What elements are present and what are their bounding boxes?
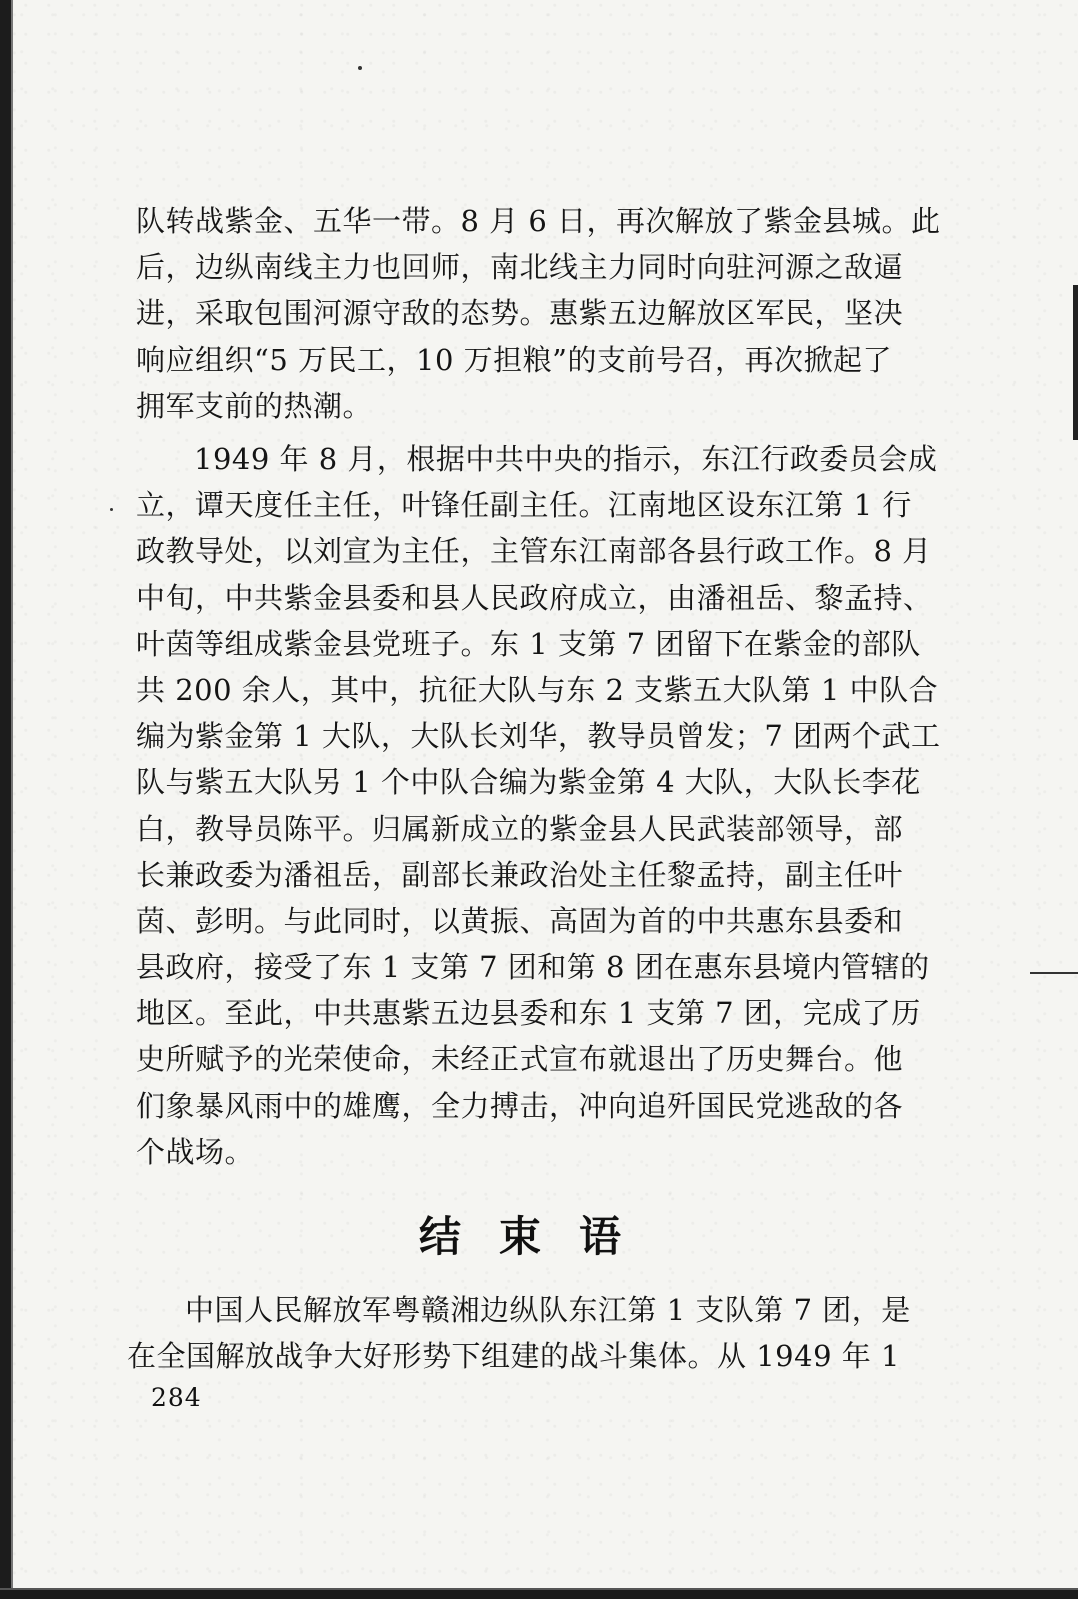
text-line: 长兼政委为潘祖岳，副部长兼政治处主任黎孟持，副主任叶: [136, 857, 904, 892]
text-line: 地区。至此，中共惠紫五边县委和东 1 支第 7 团，完成了历: [136, 996, 921, 1031]
paragraph-1949: [136, 436, 942, 1175]
scan-speck: [110, 508, 113, 511]
text-line: 叶茵等组成紫金县党班子。东 1 支第 7 团留下在紫金的部队: [136, 626, 921, 661]
paragraph-conclusion: [127, 1287, 942, 1379]
text-line: 白，教导员陈平。归属新成立的紫金县人民武装部领导，部: [136, 811, 904, 846]
text-line: 编为紫金第 1 大队，大队长刘华，教导员曾发；7 团两个武工: [136, 719, 941, 754]
text-line: 们象暴风雨中的雄鹰，全力搏击，冲向追歼国民党逃敌的各: [136, 1088, 904, 1123]
text-line: 队与紫五大队另 1 个中队合编为紫金第 4 大队，大队长李花: [136, 765, 921, 800]
text-line: 响应组织“5 万民工，10 万担粮”的支前号召，再次掀起了: [136, 342, 892, 377]
text-line: 共 200 余人，其中，抗征大队与东 2 支紫五大队第 1 中队合: [136, 672, 939, 707]
text-line: 史所赋予的光荣使命，未经正式宣布就退出了历史舞台。他: [136, 1042, 904, 1077]
text-line: 队转战紫金、五华一带。8 月 6 日，再次解放了紫金县城。此: [136, 204, 941, 238]
text-line: 茵、彭明。与此同时，以黄振、高固为首的中共惠东县委和: [136, 903, 904, 938]
text-line: 立，谭天度任主任，叶锋任副主任。江南地区设东江第 1 行: [136, 488, 912, 523]
text-line: 政教导处，以刘宣为主任，主管东江南部各县行政工作。8 月: [136, 534, 932, 569]
text-line: 1949 年 8 月，根据中共中央的指示，东江行政委员会成: [194, 442, 938, 476]
scan-bottom-border: [0, 1583, 1078, 1599]
paragraph-continuation: [136, 198, 942, 429]
scan-left-border: [0, 0, 15, 1599]
text-line: 后，边纵南线主力也回师，南北线主力同时向驻河源之敌逼: [136, 250, 904, 285]
section-heading: 结束语: [418, 1212, 659, 1261]
text-line: 个战场。: [136, 1134, 255, 1169]
page-number: 284: [151, 1383, 202, 1412]
text-line: 中国人民解放军粤赣湘边纵队东江第 1 支队第 7 团，是: [185, 1293, 911, 1327]
scan-right-edge-mark: [1073, 285, 1078, 440]
scan-speck: [358, 66, 362, 70]
text-line: 拥军支前的热潮。: [136, 388, 373, 423]
text-line: 中旬，中共紫金县委和县人民政府成立，由潘祖岳、黎孟持、: [136, 580, 933, 615]
text-line: 进，采取包围河源守敌的态势。惠紫五边解放区军民，坚决: [136, 296, 904, 331]
scan-right-dash-mark: [1030, 972, 1078, 974]
text-line: 县政府，接受了东 1 支第 7 团和第 8 团在惠东县境内管辖的: [136, 950, 930, 985]
text-line: 在全国解放战争大好形势下组建的战斗集体。从 1949 年 1: [127, 1339, 900, 1374]
